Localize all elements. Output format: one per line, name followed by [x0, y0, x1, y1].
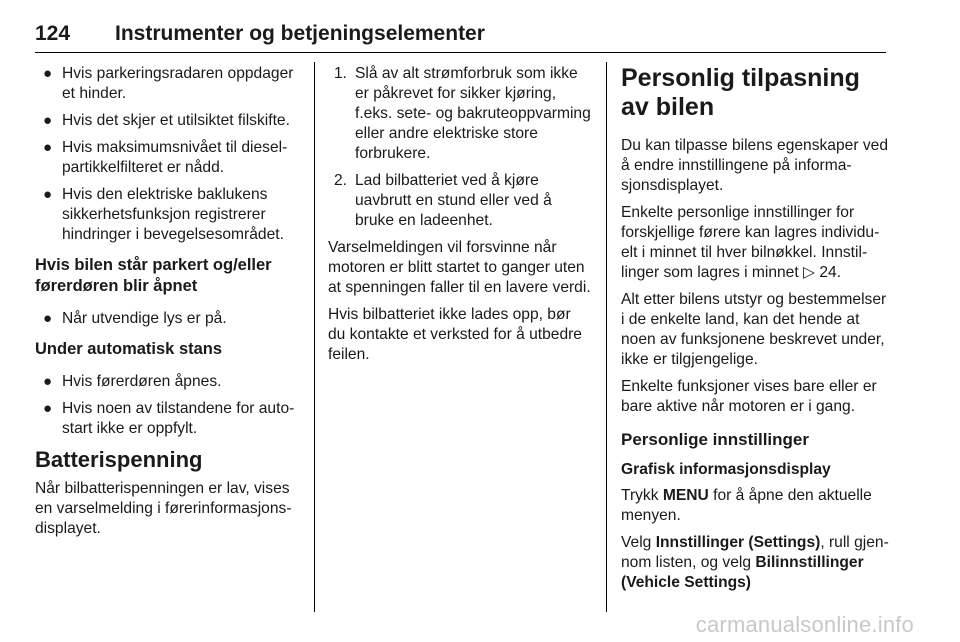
warning-clear-text: Varselmeldingen vil forsvinne når motoren er blitt startet to ganger uten at spenningen faller til en lavere verdi. — [328, 239, 591, 296]
page-reference[interactable]: 24. — [819, 264, 842, 281]
heading-settings: Personlige innstillinger — [621, 430, 809, 449]
engine-text: Enkelte funksjoner vises bare eller er bare aktive når motoren er i gang. — [621, 378, 877, 415]
page-title: Instrumenter og betjeningselementer — [115, 22, 485, 45]
memory-text: Enkelte personlige innstillinger for forskjellige førere kan lagres individuelt i minnet til hver bilnøkkel. Innstillinger som lagres i minnet ▷ 24. — [621, 204, 880, 281]
subheading-display: Grafisk informasjonsdisplay — [621, 461, 831, 478]
step-item: 2. Lad bilbatteriet ved å kjøre uavbrutt en stund eller ved å bruke en ladeenhet. — [334, 172, 552, 229]
settings-label: Innstillinger (Settings) — [655, 534, 821, 551]
press-menu-text: Trykk MENU for å åpne den aktuelle menyen. — [621, 487, 872, 524]
column-3 — [621, 64, 889, 600]
battery-text: Når bilbatterispenningen er lav, vises en varselmelding i førerinformasjonsdisplayet. — [35, 480, 292, 537]
list-item: ● Hvis parkeringsradaren oppdager et hinder. — [43, 65, 294, 102]
list-item: ● Hvis noen av tilstandene for autostart ikke er oppfylt. — [43, 400, 295, 437]
step-item: 1. Slå av alt strømforbruk som ikke er påkrevet for sikker kjøring, f.eks. sete- og bakruteoppvarming eller andre elektriske store forbrukere. — [334, 65, 591, 162]
list-item: ● Når utvendige lys er på. — [43, 310, 227, 327]
vehicle-settings-label: Bilinnstillinger (Vehicle Settings) — [621, 554, 864, 591]
bullet-list-parked — [35, 309, 303, 329]
column-divider-1 — [314, 62, 315, 612]
column-1 — [35, 64, 303, 546]
intro-text: Du kan tilpasse bilens egenskaper ved å endre innstillingene på informasjonsdisplayet. — [621, 137, 888, 194]
select-settings-text: Velg Innstillinger (Settings), rull gjennom listen, og velg Bilinnstillinger (Vehicle Settings) — [621, 534, 889, 591]
bullet-list-autostop — [35, 372, 303, 439]
page-reference-icon: ▷ — [803, 264, 816, 281]
list-item: ● Hvis den elektriske baklukens sikkerhetsfunksjon registrerer hindringer i bevegelsesområdet. — [43, 186, 284, 243]
heading-battery: Batterispenning — [35, 447, 203, 472]
list-item: ● Hvis førerdøren åpnes. — [43, 373, 222, 390]
list-item: ● Hvis det skjer et utilsiktet filskifte. — [43, 112, 290, 129]
column-2 — [328, 64, 592, 372]
page-header — [35, 22, 885, 54]
numbered-steps — [328, 64, 592, 231]
heading-parked: Hvis bilen står parkert og/eller førerdøren blir åpnet — [35, 256, 272, 295]
header-rule — [35, 52, 886, 53]
equipment-text: Alt etter bilens utstyr og bestemmelser i de enkelte land, kan det hende at noen av funksjonene beskrevet under, ikke er tilgjengelige. — [621, 291, 887, 368]
heading-autostop: Under automatisk stans — [35, 340, 223, 358]
menu-key: MENU — [662, 487, 709, 504]
list-item: ● Hvis maksimumsnivået til dieselpartikkelfilteret er nådd. — [43, 139, 288, 176]
workshop-text: Hvis bilbatteriet ikke lades opp, bør du kontakte et verksted for å utbedre feilen. — [328, 306, 582, 363]
column-divider-2 — [606, 62, 607, 612]
page-number: 124 — [35, 22, 71, 45]
watermark: carmanualsonline.info — [695, 612, 914, 637]
section-title: Personlig tilpasning av bilen — [621, 64, 860, 121]
bullet-list-conditions — [35, 64, 303, 245]
